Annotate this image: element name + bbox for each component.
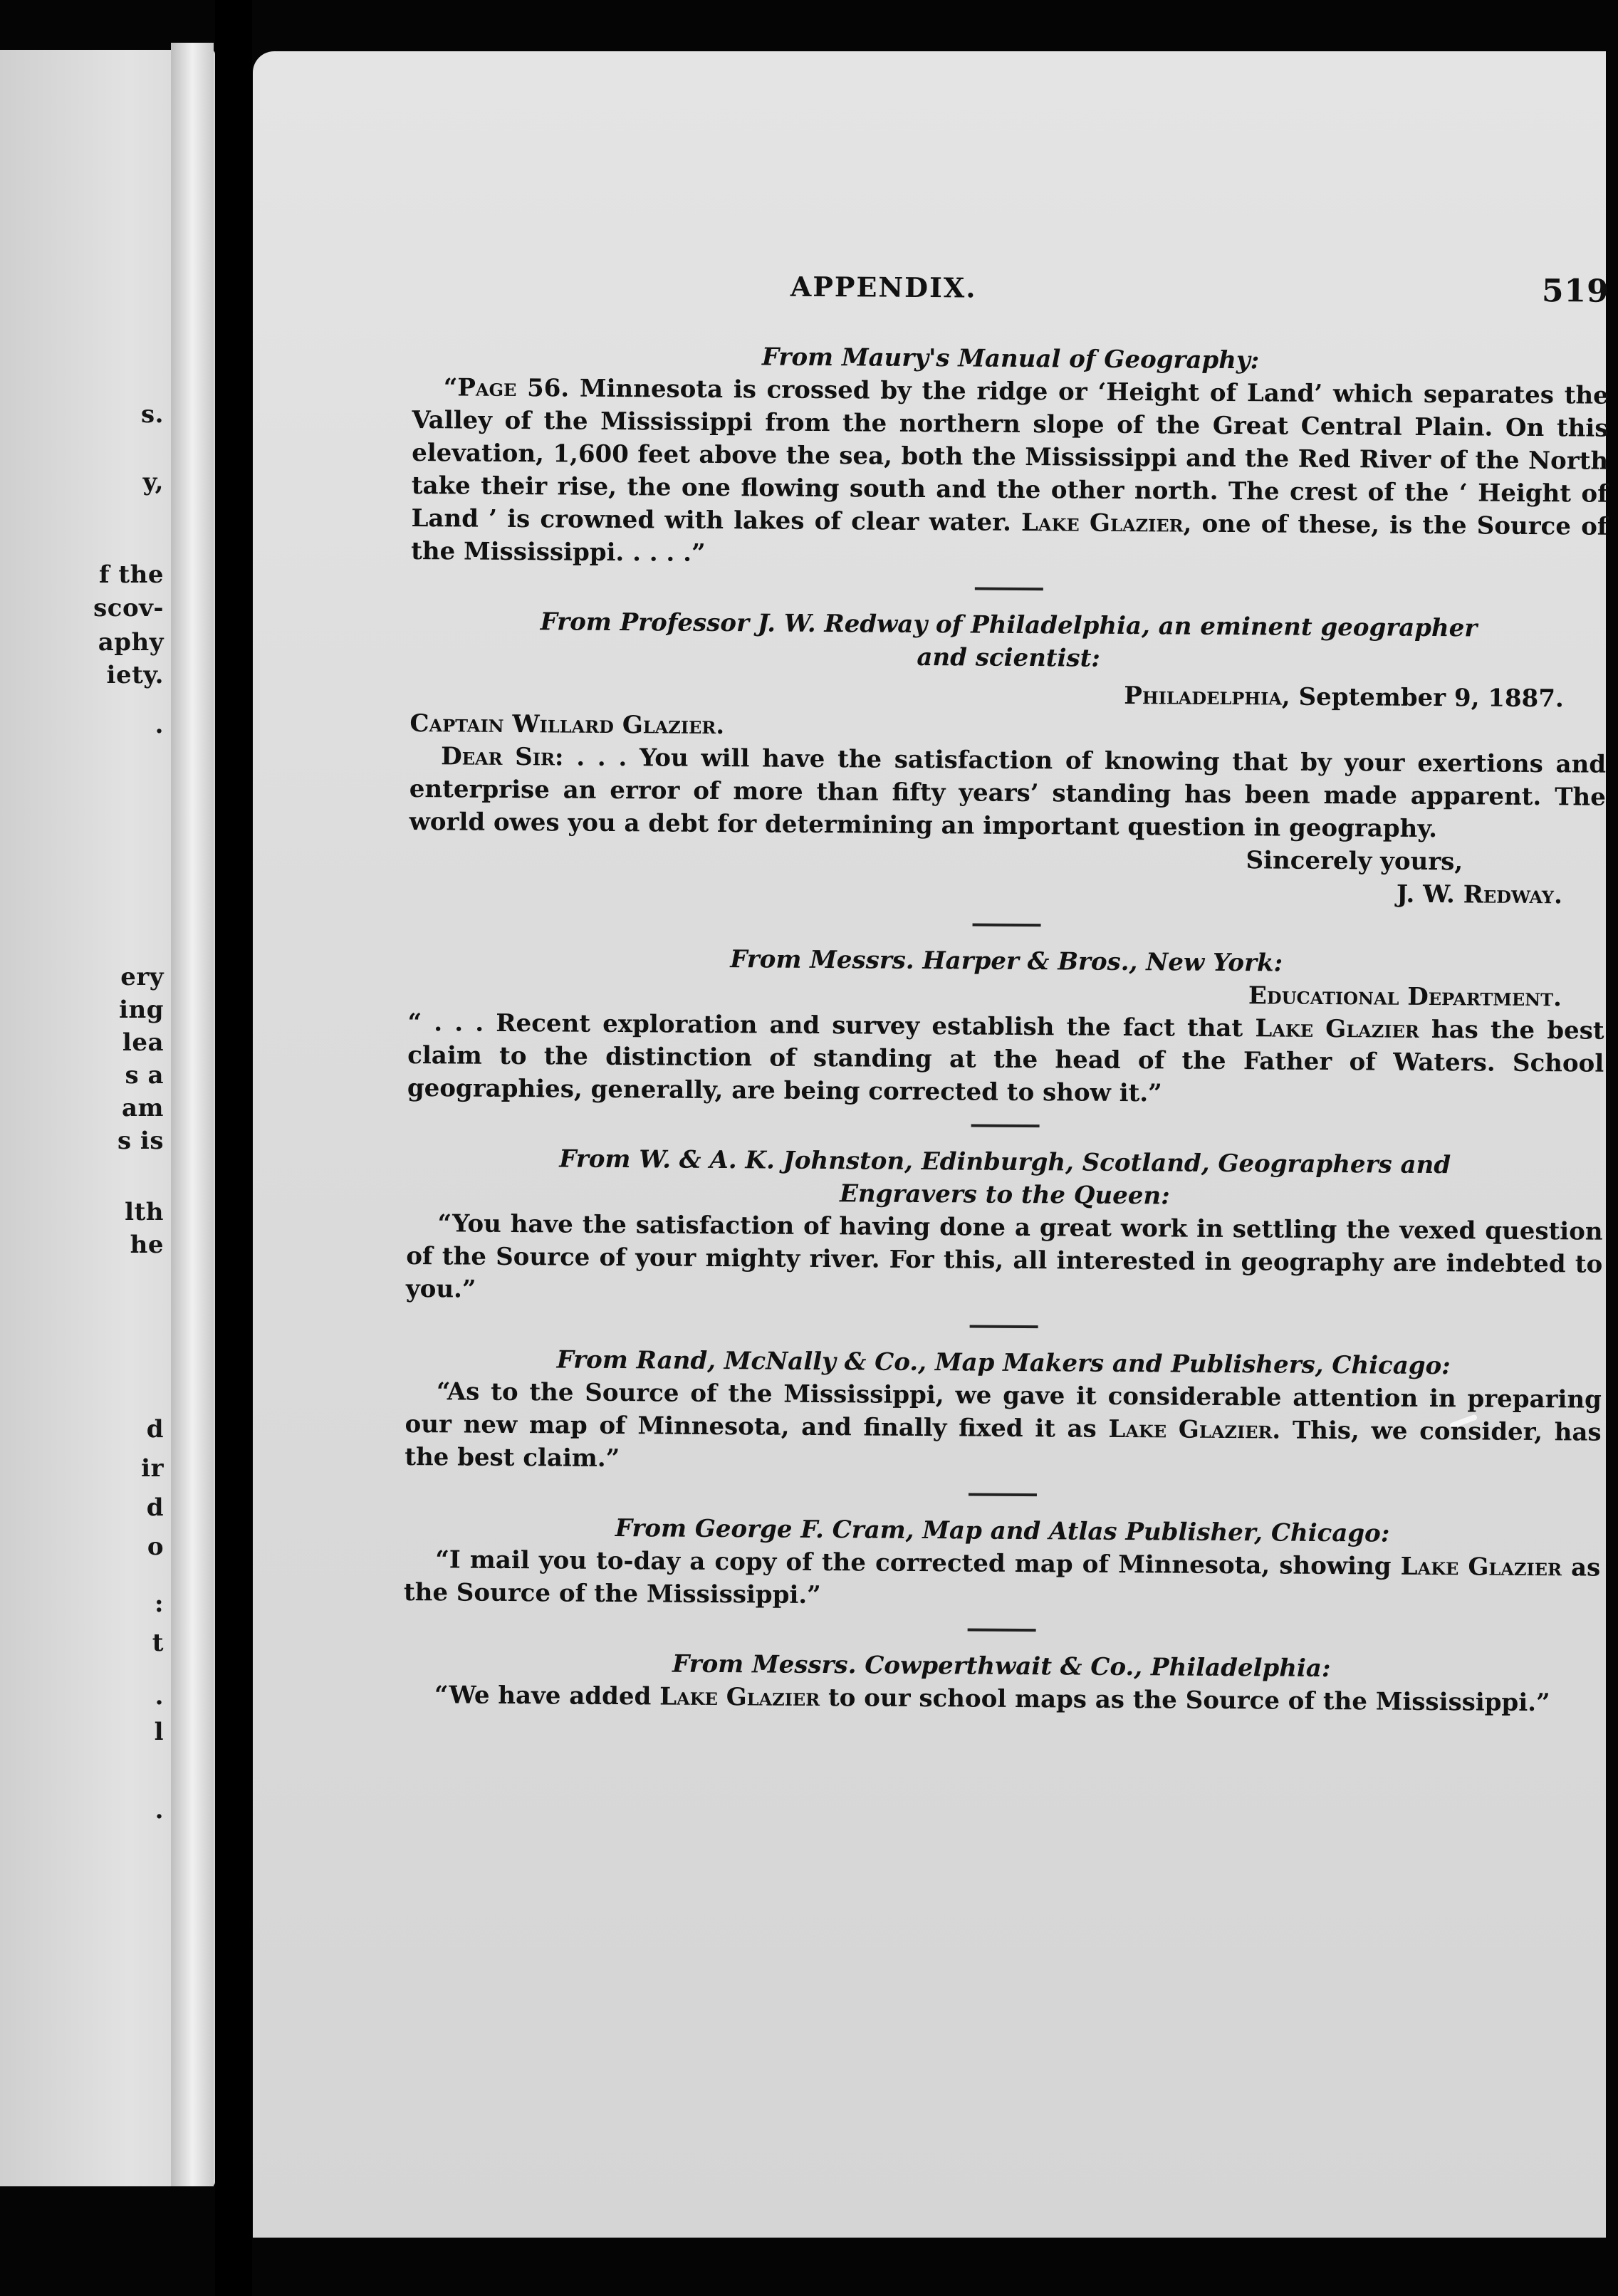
facing-page-fragment: s a <box>125 1061 164 1090</box>
facing-page-fragment: ir <box>141 1454 164 1483</box>
lake-name: Lake Glazier <box>659 1682 820 1713</box>
facing-page-fragment: aphy <box>98 628 164 657</box>
facing-page-fragment: am <box>121 1094 164 1122</box>
facing-page-fragment: . <box>155 1796 164 1825</box>
source-redway: From Professor J. W. Redway of Philadelphia, an eminent geographer and scientist: <box>540 607 1478 673</box>
page-number: 519 <box>1541 273 1609 310</box>
lake-name: Lake Glazier <box>1400 1552 1562 1582</box>
letter-body: Dear Sir: . . . You will have the satisfaction of knowing that by your exertions and enterprise an error of more than fifty years’ standing has been made apparent. The world owes you a debt for determining an important question in geography. <box>409 742 1607 844</box>
page-content <box>403 265 1609 1720</box>
facing-page-fragment: y, <box>142 468 164 496</box>
quote-cowperthwait: “We have added Lake Glazier to our school maps as the Source of the Mississippi.” <box>434 1681 1550 1718</box>
book-gutter <box>215 0 252 2296</box>
source-cowperthwait: From Messrs. Cowperthwait & Co., Philadelphia: <box>672 1649 1331 1684</box>
facing-page-fragment: t <box>152 1629 164 1657</box>
letter-closing: Sincerely yours, <box>1246 846 1463 877</box>
running-title: APPENDIX. <box>790 270 977 304</box>
facing-page-fragment: f the <box>98 560 164 589</box>
facing-page-fragment: scov- <box>93 594 164 622</box>
letter-dateline: Philadelphia, September 9, 1887. <box>1124 681 1564 714</box>
salutation: Dear Sir: <box>441 742 564 772</box>
book-page <box>253 51 1609 2238</box>
page-reference: Page 56. <box>457 373 570 403</box>
department-line: Educational Department. <box>1248 981 1562 1013</box>
quote-rand-mcnally: “As to the Source of the Mississippi, we gave it considerable attention in preparing our new map of Minnesota, and finally fixed it as Lake Glazier. This, we consider, has the best claim.” <box>404 1377 1602 1473</box>
source-maury: From Maury's Manual of Geography: <box>761 343 1260 375</box>
section-rule <box>970 1325 1038 1328</box>
section-rule <box>973 924 1041 927</box>
section-rule <box>969 1493 1037 1496</box>
running-header <box>413 265 1609 310</box>
facing-page-fragment: d <box>146 1493 164 1522</box>
lake-name: Lake Glazier <box>1108 1414 1273 1445</box>
lake-name: Lake Glazier <box>1255 1014 1419 1044</box>
source-johnston: From W. & A. K. Johnston, Edinburgh, Scotland, Geographers and Engravers to the Queen: <box>559 1144 1451 1211</box>
facing-page-fragment: l <box>154 1718 164 1746</box>
lake-name: Lake Glazier <box>1021 508 1184 538</box>
facing-page-fragment: he <box>130 1231 164 1259</box>
quote-maury: “Page 56. Minnesota is crossed by the ridge or ‘Height of Land’ which separates the Valley of the Mississippi from the northern slope of the Great Central Plain. On this elevation, 1,600 feet above the sea, both the Mississippi and the Red River of the North take their rise, the one flowing south and the other north. The crest of the ‘ Height of Land ’ is crowned with lakes of clear water. Lake Glazier, one of these, is the Source of the Mississippi. . . . .” <box>411 373 1609 568</box>
source-rand-mcnally: From Rand, McNally & Co., Map Makers and Publishers, Chicago: <box>556 1345 1451 1381</box>
facing-page-fragment: s. <box>141 400 164 429</box>
facing-page-edge <box>171 43 214 2186</box>
facing-page-fragment: lth <box>125 1198 164 1226</box>
facing-page-fragment: lea <box>122 1028 164 1057</box>
section-rule <box>971 1124 1040 1127</box>
source-cram: From George F. Cram, Map and Atlas Publisher, Chicago: <box>615 1514 1390 1548</box>
facing-page-fragment: : <box>154 1590 164 1618</box>
facing-page-fragment: s is <box>117 1127 164 1155</box>
facing-page-fragment: iety. <box>106 661 164 689</box>
facing-page-fragment: ing <box>119 996 164 1024</box>
facing-page-fragment: d <box>146 1415 164 1444</box>
quote-harper: “ . . . Recent exploration and survey establish the fact that Lake Glazier has the best claim to the distinction of standing at the head of the Father of Waters. School geographies, generally, are being corrected to show it.” <box>407 1008 1604 1108</box>
source-harper: From Messrs. Harper & Bros., New York: <box>730 945 1283 978</box>
facing-page-fragment: ery <box>120 963 164 991</box>
letter-addressee: Captain Willard Glazier. <box>409 709 725 741</box>
facing-page-fragment: o <box>147 1533 164 1561</box>
quote-cram: “I mail you to-day a copy of the corrected map of Minnesota, showing Lake Glazier as the Source of the Mississippi.” <box>403 1545 1601 1610</box>
letter-signature: J. W. Redway. <box>1396 880 1562 910</box>
facing-page-fragment: . <box>155 1682 164 1711</box>
section-rule <box>968 1628 1036 1632</box>
quote-johnston: “You have the satisfaction of having done a great work in settling the vexed question of the Source of your mighty river. For this, all interested in geography are indebted to you.” <box>405 1209 1603 1304</box>
section-rule <box>975 588 1043 591</box>
facing-page-fragment: . <box>155 711 164 739</box>
